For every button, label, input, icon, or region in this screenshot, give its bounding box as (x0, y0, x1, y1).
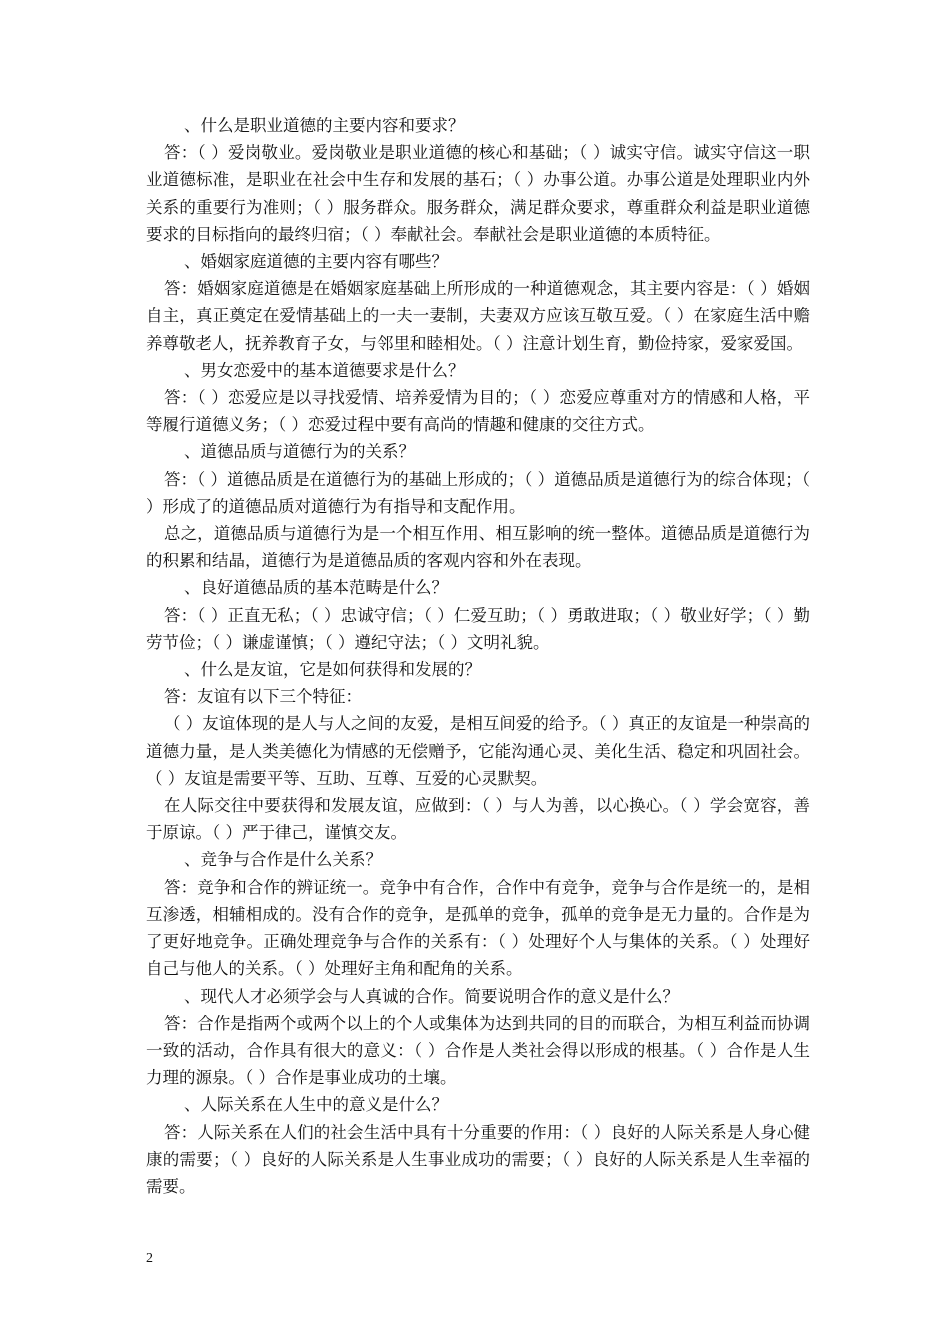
answer-paragraph: 答：（ ）正直无私；（ ）忠诚守信；（ ）仁爱互助；（ ）勇敢进取；（ ）敬业好学；（ ）勤劳节俭；（ ）谦虚谨慎；（ ）遵纪守法；（ ）文明礼貌。 (146, 605, 810, 652)
answer-paragraph: 答：婚姻家庭道德是在婚姻家庭基础上所形成的一种道德观念，其主要内容是：（ ）婚姻自主，真正奠定在爱情基础上的一夫一妻制，夫妻双方应该互敬互爱。（ ）在家庭生活中赡养尊敬老人，抚养教育子女，与邻里和睦相处。（ ）注意计划生育，勤俭持家，爱家爱国。 (146, 279, 810, 353)
answer-paragraph: 答：（ ）道德品质是在道德行为的基础上形成的；（ ）道德品质是道德行为的综合体现；（ ）形成了的道德品质对道德行为有指导和支配作用。 (146, 469, 810, 516)
answer-paragraph: 答：（ ）爱岗敬业。爱岗敬业是职业道德的核心和基础；（ ）诚实守信。诚实守信这一职业道德标准，是职业在社会中生存和发展的基石；（ ）办事公道。办事公道是处理职业内外关系的重要行为准则；（ ）服务群众。服务群众，满足群众要求，尊重群众利益是职业道德要求的目标指向的最终归宿；（ ）奉献社会。奉献社会是职业道德的本质特征。 (146, 143, 810, 244)
answer-paragraph: 答：人际关系在人们的社会生活中具有十分重要的作用：（ ）良好的人际关系是人身心健康的需要；（ ）良好的人际关系是人生事业成功的需要；（ ）良好的人际关系是人生幸福的需要。 (146, 1122, 810, 1196)
question-paragraph: 、现代人才必须学会与人真诚的合作。简要说明合作的意义是什么？ (184, 986, 679, 1006)
question-paragraph: 、良好道德品质的基本范畴是什么？ (184, 578, 448, 598)
document-body (146, 112, 810, 1200)
answer-paragraph: （ ）友谊体现的是人与人之间的友爱，是相互间爱的给予。（ ）真正的友谊是一种崇高的道德力量，是人类美德化为情感的无偿赠予，它能沟通心灵、美化生活、稳定和巩固社会。（ ）友谊是需要平等、互助、互尊、互爱的心灵默契。 (146, 714, 810, 788)
question-paragraph: 、婚姻家庭道德的主要内容有哪些？ (184, 252, 448, 272)
question-paragraph: 、人际关系在人生中的意义是什么？ (184, 1095, 448, 1115)
answer-paragraph: 答：合作是指两个或两个以上的个人或集体为达到共同的目的而联合，为相互利益而协调一致的活动，合作具有很大的意义：（ ）合作是人类社会得以形成的根基。（ ）合作是人生力理的源泉。（ ）合作是事业成功的土壤。 (146, 1013, 810, 1088)
question-paragraph: 、道德品质与道德行为的关系？ (184, 442, 415, 462)
question-paragraph: 、什么是友谊，它是如何获得和发展的？ (184, 660, 481, 680)
answer-paragraph: 答：友谊有以下三个特征： (164, 687, 362, 707)
question-paragraph: 、什么是职业道德的主要内容和要求？ (184, 116, 465, 135)
question-paragraph: 、竞争与合作是什么关系？ (184, 850, 382, 870)
answer-paragraph: 答：竞争和合作的辨证统一。竞争中有合作，合作中有竞争，竞争与合作是统一的，是相互渗透，相辅相成的。没有合作的竞争，是孤单的竞争，孤单的竞争是无力量的。合作是为了更好地竞争。正确处理竞争与合作的关系有：（ ）处理好个人与集体的关系。（ ）处理好自己与他人的关系。（ ）处理好主角和配角的关系。 (146, 877, 810, 979)
answer-paragraph: 在人际交往中要获得和发展友谊，应做到：（ ）与人为善，以心换心。（ ）学会宽容，善于原谅。（ ）严于律己，谨慎交友。 (146, 796, 810, 843)
answer-paragraph: 答：（ ）恋爱应是以寻找爱情、培养爱情为目的；（ ）恋爱应尊重对方的情感和人格，平等履行道德义务；（ ）恋爱过程中要有高尚的情趣和健康的交往方式。 (146, 388, 810, 435)
answer-paragraph: 总之，道德品质与道德行为是一个相互作用、相互影响的统一整体。道德品质是道德行为的积累和结晶，道德行为是道德品质的客观内容和外在表现。 (146, 524, 810, 571)
page-number: 2 (146, 1251, 153, 1266)
question-paragraph: 、男女恋爱中的基本道德要求是什么？ (184, 360, 465, 380)
